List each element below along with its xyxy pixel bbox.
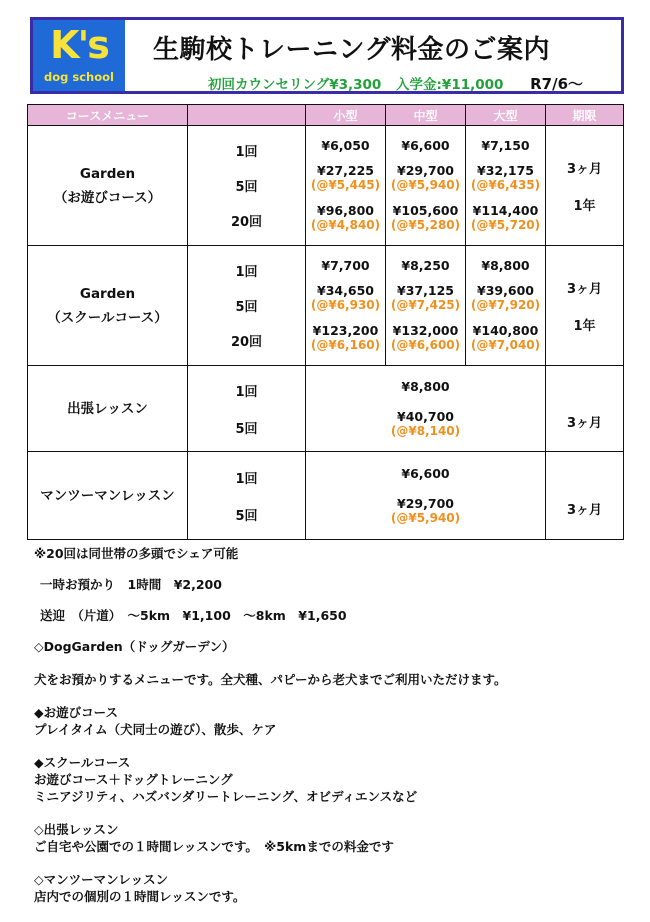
course-garden-school bbox=[28, 246, 188, 366]
price: ¥123,200 bbox=[312, 323, 379, 339]
price: ¥6,600 bbox=[401, 137, 450, 153]
course-subname: （スクールコース） bbox=[47, 309, 168, 326]
term-cell bbox=[546, 452, 624, 540]
notes-section bbox=[34, 545, 624, 905]
course-name: 出張レッスン bbox=[67, 400, 148, 417]
fee-summary bbox=[208, 73, 583, 94]
header-medium: 中型 bbox=[386, 105, 466, 126]
price: ¥96,800 bbox=[317, 203, 374, 219]
price: ¥37,125 bbox=[397, 283, 454, 299]
term: 3ヶ月 bbox=[566, 161, 603, 177]
unit-price: (@¥6,435) bbox=[470, 178, 541, 193]
price: ¥8,250 bbox=[401, 257, 450, 273]
unit-price: (@¥5,940) bbox=[390, 510, 461, 525]
count-cell bbox=[188, 452, 306, 540]
table-row bbox=[28, 366, 624, 452]
unit-price: (@¥7,425) bbox=[390, 298, 461, 313]
table-row bbox=[28, 126, 624, 246]
price: ¥105,600 bbox=[392, 203, 459, 219]
price-table bbox=[27, 104, 624, 540]
price: ¥29,700 bbox=[397, 495, 454, 511]
page-title: 生駒校トレーニング料金のご案内 bbox=[153, 35, 550, 65]
term-cell bbox=[546, 246, 624, 366]
count-20: 20回 bbox=[230, 215, 263, 230]
term: 3ヶ月 bbox=[566, 503, 603, 518]
course-name: Garden bbox=[79, 285, 136, 302]
ks-logo bbox=[33, 20, 125, 91]
course-name: Garden bbox=[79, 165, 136, 182]
school-course-desc: ミニアジリティ、ハズバンダリートレーニング、オビディエンスなど bbox=[34, 789, 418, 804]
school-course-desc: お遊びコース＋ドッグトレーニング bbox=[34, 772, 233, 787]
note-boarding: 一時お預かり 1時間 ¥2,200 bbox=[40, 577, 222, 592]
header-large: 大型 bbox=[466, 105, 546, 126]
term: 3ヶ月 bbox=[566, 281, 603, 297]
table-header-row bbox=[28, 105, 624, 126]
price-small bbox=[306, 126, 386, 246]
price: ¥27,225 bbox=[317, 163, 374, 179]
course-garden-play bbox=[28, 126, 188, 246]
logo-text: K's bbox=[50, 23, 108, 67]
price: ¥40,700 bbox=[397, 408, 454, 424]
course-private-lesson bbox=[28, 452, 188, 540]
count-cell bbox=[188, 366, 306, 452]
count-cell bbox=[188, 126, 306, 246]
price-medium bbox=[386, 246, 466, 366]
price: ¥29,700 bbox=[397, 163, 454, 179]
dog-garden-desc: 犬をお預かりするメニューです。全犬種、パピーから老犬までご利用いただけます。 bbox=[34, 672, 507, 687]
unit-price: (@¥5,720) bbox=[470, 218, 541, 233]
price: ¥6,600 bbox=[401, 465, 450, 481]
price: ¥8,800 bbox=[481, 257, 530, 273]
entrance-fee: 入学金:¥11,000 bbox=[396, 77, 504, 93]
price-all-sizes bbox=[306, 366, 546, 452]
price-small bbox=[306, 246, 386, 366]
unit-price: (@¥5,940) bbox=[390, 178, 461, 193]
header-small: 小型 bbox=[306, 105, 386, 126]
header-box bbox=[30, 17, 624, 94]
count-5: 5回 bbox=[235, 421, 258, 437]
price-large bbox=[466, 126, 546, 246]
dog-garden-title: ◇DogGarden（ドッグガーデン） bbox=[34, 639, 235, 654]
price: ¥6,050 bbox=[321, 137, 370, 153]
course-subname: （お遊びコース） bbox=[53, 189, 162, 206]
price: ¥132,000 bbox=[392, 323, 459, 339]
note-pickup: 送迎 （片道） 〜5km ¥1,100 〜8km ¥1,650 bbox=[40, 608, 347, 623]
header-term: 期限 bbox=[546, 105, 624, 126]
unit-price: (@¥5,280) bbox=[390, 218, 461, 233]
unit-price: (@¥6,930) bbox=[310, 298, 381, 313]
unit-price: (@¥7,920) bbox=[470, 298, 541, 313]
counseling-fee: 初回カウンセリング¥3,300 bbox=[208, 77, 382, 93]
note-share: ※20回は同世帯の多頭でシェア可能 bbox=[34, 546, 239, 561]
count-20: 20回 bbox=[230, 335, 263, 350]
price: ¥8,800 bbox=[401, 378, 450, 394]
price: ¥7,700 bbox=[321, 257, 370, 273]
count-5: 5回 bbox=[235, 300, 258, 315]
count-1: 1回 bbox=[235, 265, 258, 280]
unit-price: (@¥5,445) bbox=[310, 178, 381, 193]
price-medium bbox=[386, 126, 466, 246]
term: 1年 bbox=[573, 198, 596, 214]
price: ¥39,600 bbox=[477, 283, 534, 299]
unit-price: (@¥8,140) bbox=[390, 423, 461, 438]
price: ¥7,150 bbox=[481, 137, 530, 153]
term-cell bbox=[546, 126, 624, 246]
count-cell bbox=[188, 246, 306, 366]
unit-price: (@¥6,160) bbox=[310, 338, 381, 353]
count-1: 1回 bbox=[235, 145, 258, 160]
table-row bbox=[28, 246, 624, 366]
school-course-title: ◆スクールコース bbox=[34, 755, 131, 770]
course-name: マンツーマンレッスン bbox=[40, 487, 175, 504]
term: 1年 bbox=[573, 318, 596, 334]
unit-price: (@¥6,600) bbox=[390, 338, 461, 353]
price: ¥140,800 bbox=[472, 323, 539, 339]
unit-price: (@¥7,040) bbox=[470, 338, 541, 353]
private-lesson-desc: 店内での個別の１時間レッスンです。 bbox=[34, 889, 246, 904]
term-cell bbox=[546, 366, 624, 452]
count-5: 5回 bbox=[235, 508, 258, 524]
revision-date: R7/6〜 bbox=[530, 75, 584, 93]
count-5: 5回 bbox=[235, 180, 258, 195]
course-visit-lesson bbox=[28, 366, 188, 452]
table-row bbox=[28, 452, 624, 540]
count-1: 1回 bbox=[235, 384, 258, 400]
term: 3ヶ月 bbox=[566, 416, 603, 431]
header-count bbox=[188, 105, 306, 126]
visit-lesson-desc: ご自宅や公園での１時間レッスンです。 ※5kmまでの料金です bbox=[34, 839, 394, 854]
price-all-sizes bbox=[306, 452, 546, 540]
visit-lesson-title: ◇出張レッスン bbox=[34, 822, 119, 837]
count-1: 1回 bbox=[235, 471, 258, 487]
header-course: コースメニュー bbox=[28, 105, 188, 126]
price: ¥34,650 bbox=[317, 283, 374, 299]
play-course-title: ◆お遊びコース bbox=[34, 705, 118, 720]
logo-subtext: dog school bbox=[44, 70, 114, 84]
unit-price: (@¥4,840) bbox=[310, 218, 381, 233]
play-course-desc: プレイタイム（犬同士の遊び）、散歩、ケア bbox=[34, 722, 277, 737]
price: ¥32,175 bbox=[477, 163, 534, 179]
price-large bbox=[466, 246, 546, 366]
private-lesson-title: ◇マンツーマンレッスン bbox=[34, 872, 169, 887]
price: ¥114,400 bbox=[472, 203, 539, 219]
